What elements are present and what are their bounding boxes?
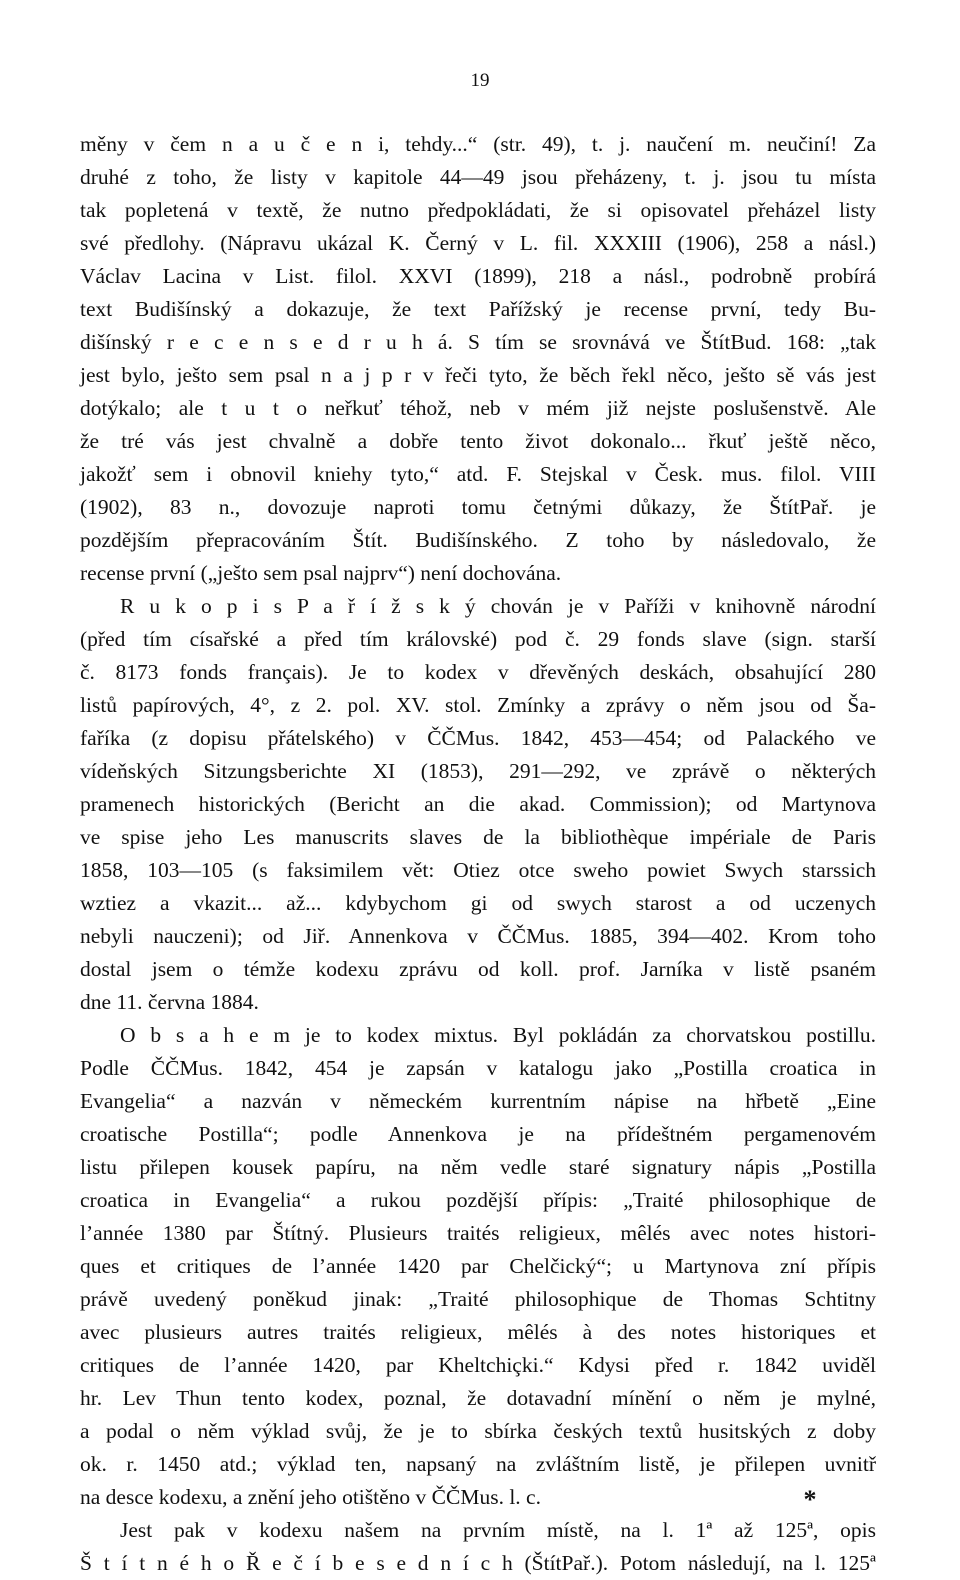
text-line: l’année 1380 par Štítný. Plusieurs traités religieux, mêlés avec notes histori-	[80, 1221, 876, 1245]
text-line: croatische Postilla“; podle Annenkova je na přídeštném pergamenovém	[80, 1122, 876, 1146]
text-line: ve spise jeho Les manuscrits slaves de la bibliothèque impériale de Paris	[80, 825, 876, 849]
text-line: Evangelia“ a nazván v německém kurrentním nápise na hřbetě „Eine	[80, 1089, 876, 1113]
text-line: pramenech historických (Bericht an die akad. Commission); od Martynova	[80, 792, 876, 816]
text-line: dostal jsem o témže kodexu zprávu od koll. prof. Jarníka v listě psaném	[80, 957, 876, 981]
text-line: 1858, 103—105 (s faksimilem vět: Otiez otce sweho powiet Swych starssich	[80, 858, 876, 882]
text-line: měny v čem n a u č e n i, tehdy...“ (str. 49), t. j. naučení m. neučiní! Za	[80, 132, 876, 156]
text-line: listů papírových, 4°, z 2. pol. XV. stol. Zmínky a zprávy o něm jsou od Ša-	[80, 693, 876, 717]
text-line: své předlohy. (Nápravu ukázal K. Černý v L. fil. XXXIII (1906), 258 a násl.)	[80, 231, 876, 255]
text-line: druhé z toho, že listy v kapitole 44—49 jsou přeházeny, t. j. jsou tu místa	[80, 165, 876, 189]
text-line: R u k o p i s P a ř í ž s k ý chován je v Paříži v knihovně národní	[120, 594, 876, 618]
text-line: Václav Lacina v List. filol. XXVI (1899), 218 a násl., podrobně probírá	[80, 264, 876, 288]
text-line: hr. Lev Thun tento kodex, poznal, že dotavadní mínění o něm je mylné,	[80, 1386, 876, 1410]
text-line: (před tím císařské a před tím královské) pod č. 29 fonds slave (sign. starší	[80, 627, 876, 651]
page-number: 19	[470, 70, 490, 91]
text-line: dotýkalo; ale t u t o neřkuť téhož, neb v mém již nejste poslušenstvě. Ale	[80, 396, 876, 420]
text-line: avec plusieurs autres traités religieux, mêlés à des notes historiques et	[80, 1320, 876, 1344]
text-line: text Budišínský a dokazuje, že text Pařížský je recense první, tedy Bu-	[80, 297, 876, 321]
text-line: dišínský r e c e n s e d r u h á. S tím se srovnává ve ŠtítBud. 168: „tak	[80, 330, 876, 354]
text-line: ok. r. 1450 atd.; výklad ten, napsaný na zvláštním listě, je přilepen uvnitř	[80, 1452, 876, 1476]
text-line: listu přilepen kousek papíru, na něm vedle staré signatury nápis „Postilla	[80, 1155, 876, 1179]
footnote-mark: *	[803, 1485, 817, 1514]
text-line: faříka (z dopisu přátelského) v ČČMus. 1842, 453—454; od Palackého ve	[80, 726, 876, 750]
text-line: právě uvedený poněkud jinak: „Traité philosophique de Thomas Schtitny	[80, 1287, 876, 1311]
text-line: croatica in Evangelia“ a rukou pozdější přípis: „Traité philosophique de	[80, 1188, 876, 1212]
text-line: a podal o něm výklad svůj, že je to sbírka českých textů husitských z doby	[80, 1419, 876, 1443]
text-line: č. 8173 fonds français). Je to kodex v dřevěných deskách, obsahující 280	[80, 660, 876, 684]
text-line: O b s a h e m je to kodex mixtus. Byl pokládán za chorvatskou postillu.	[120, 1023, 876, 1047]
text-line: že tré vás jest chvalně a dobře tento život dokonalo... řkuť ještě něco,	[80, 429, 876, 453]
text-line: jest bylo, ješto sem psal n a j p r v řeči tyto, že běch řekl něco, ješto sě vás jest	[80, 363, 876, 387]
text-line: vídeňských Sitzungsberichte XI (1853), 291—292, ve zprávě o některých	[80, 759, 876, 783]
text-line: Podle ČČMus. 1842, 454 je zapsán v katalogu jako „Postilla croatica in	[80, 1056, 876, 1080]
text-line: Š t í t n é h o Ř e č í b e s e d n í c h (ŠtítPař.). Potom následují, na l. 125ª	[80, 1551, 876, 1575]
text-line: critiques de l’année 1420, par Kheltchiçki.“ Kdysi před r. 1842 uviděl	[80, 1353, 876, 1377]
text-line: wztiez a vkazit... až... kdybychom gi od swych starost a od uczenych	[80, 891, 876, 915]
text-line: na desce kodexu, a znění jeho otištěno v ČČMus. l. c.	[80, 1485, 541, 1509]
text-line: (1902), 83 n., dovozuje naproti tomu četnými důkazy, že ŠtítPař. je	[80, 495, 876, 519]
body-text	[80, 128, 876, 1580]
text-line: recense první („ješto sem psal najprv“) není dochována.	[80, 561, 562, 585]
text-line: tak popletená v textě, že nutno předpokládati, že si opisovatel přeházel listy	[80, 198, 876, 222]
text-line: nebyli nauczeni); od Jiř. Annenkova v ČČMus. 1885, 394—402. Krom toho	[80, 924, 876, 948]
text-line: Jest pak v kodexu našem na prvním místě, na l. 1ª až 125ª, opis	[120, 1518, 876, 1542]
text-line: pozdějším přepracováním Štít. Budišínského. Z toho by následovalo, že	[80, 528, 876, 552]
text-line: dne 11. června 1884.	[80, 990, 259, 1014]
text-line: ques et critiques de l’année 1420 par Chelčický“; u Martynova zní přípis	[80, 1254, 876, 1278]
text-line: jakožť sem i obnovil kniehy tyto,“ atd. F. Stejskal v Česk. mus. filol. VIII	[80, 462, 876, 486]
